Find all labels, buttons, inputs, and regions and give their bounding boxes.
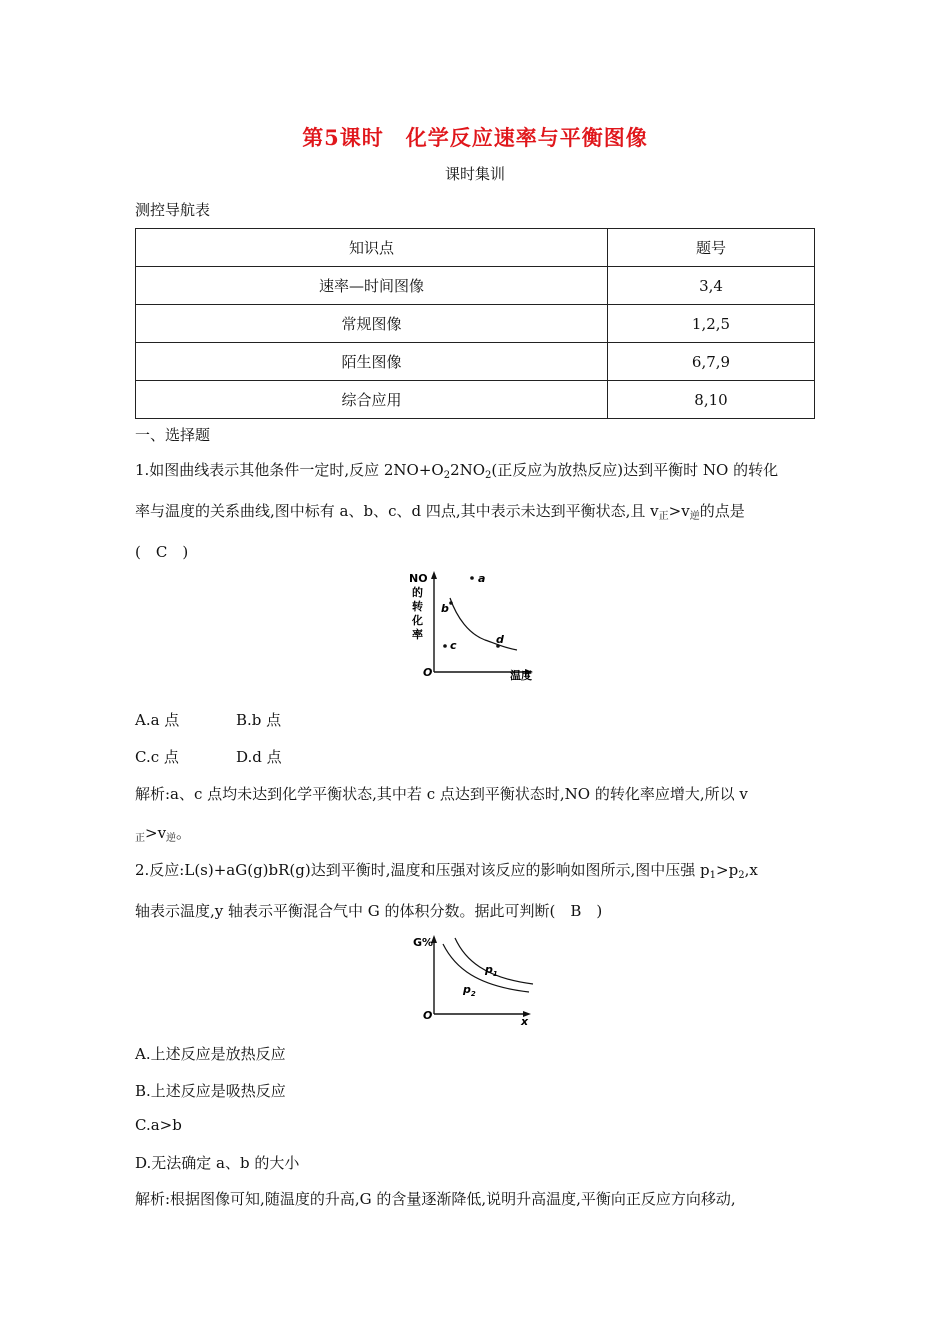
point-c-label: c [450,639,457,652]
q1-xlabel: 温度 [510,669,532,682]
table-cell: 8,10 [608,381,815,419]
q2-analysis: 解析:根据图像可知,随温度的升高,G 的含量逐渐降低,说明升高温度,平衡向正反应方向移动, [135,1190,736,1208]
navigation-table [135,228,815,419]
q1-option-a: A.a 点 [135,711,180,729]
q1-answer: ( C ) [135,543,189,561]
table-header-cell: 知识点 [136,229,608,267]
table-row [136,381,815,419]
q1-ylabel: 的 [412,586,423,599]
table-cell: 常规图像 [136,305,608,343]
q1-option-d: D.d 点 [236,748,282,766]
q2-figure [405,930,545,1026]
table-cell: 1,2,5 [608,305,815,343]
point-c-marker [443,644,447,648]
q1-ylabel: 率 [412,628,423,641]
q2-curve-p1-label: $p_1$ [485,963,498,978]
q1-option-c: C.c 点 [135,748,179,766]
table-cell: 综合应用 [136,381,608,419]
table-header-row [136,229,815,267]
q1-ylabel: 化 [412,614,423,627]
point-a-label: a [478,572,486,585]
point-d-label: d [496,633,504,646]
table-header-cell: 题号 [608,229,815,267]
table-row [136,267,815,305]
q1-analysis-line2: $_正>v_逆$。 [135,824,192,844]
q2-ylabel: G% [413,936,434,949]
q2-option-c: C.a>b [135,1116,182,1134]
q2-stem-line2: 轴表示温度,y 轴表示平衡混合气中 G 的体积分数。据此可判断( B ) [135,902,603,920]
point-b-marker [449,601,453,605]
nav-heading: 测控导航表 [135,201,211,219]
q2-option-b: B.上述反应是吸热反应 [135,1082,286,1100]
q1-analysis-line1: 解析:a、c 点均未达到化学平衡状态,其中若 c 点达到平衡状态时,NO 的转化率应增大,所以 v [135,785,748,803]
table-cell: 陌生图像 [136,343,608,381]
q1-y-arrow [431,571,437,579]
q2-curve-p2-label: $p_2$ [463,983,476,998]
q1-ylabel: 转 [412,600,423,613]
q1-figure [405,568,545,686]
q2-option-a: A.上述反应是放热反应 [135,1045,286,1063]
q1-ylabel: NO [409,572,428,585]
table-cell: 6,7,9 [608,343,815,381]
point-b-label: b [441,602,449,615]
q1-stem-line1: 1.如图曲线表示其他条件一定时,反应 $2NO+O_22NO_2$(正反应为放热反应)达到平衡时 NO 的转化 [135,461,779,481]
q2-option-d: D.无法确定 a、b 的大小 [135,1154,300,1172]
q1-curve [450,598,517,650]
table-cell: 3,4 [608,267,815,305]
table-row [136,305,815,343]
point-a-marker [470,576,474,580]
page-title: 第5课时 化学反应速率与平衡图像 [302,125,648,150]
q1-option-b: B.b 点 [236,711,282,729]
table-row [136,343,815,381]
q1-stem-line2: 率与温度的关系曲线,图中标有 a、b、c、d 四点,其中表示未达到平衡状态,且 $v_正>v_逆$的点是 [135,502,745,522]
section-heading: 一、选择题 [135,426,211,444]
q2-xlabel: x [521,1015,529,1026]
q1-origin: O [423,666,433,679]
q2-stem-line1: 2.反应:L(s)+aG(g)bR(g)达到平衡时,温度和压强对该反应的影响如图所示,图中压强 $p_1>p_2,x$ [135,861,758,881]
q2-origin: O [423,1009,433,1022]
table-cell: 速率—时间图像 [136,267,608,305]
page-subtitle: 课时集训 [444,165,505,183]
